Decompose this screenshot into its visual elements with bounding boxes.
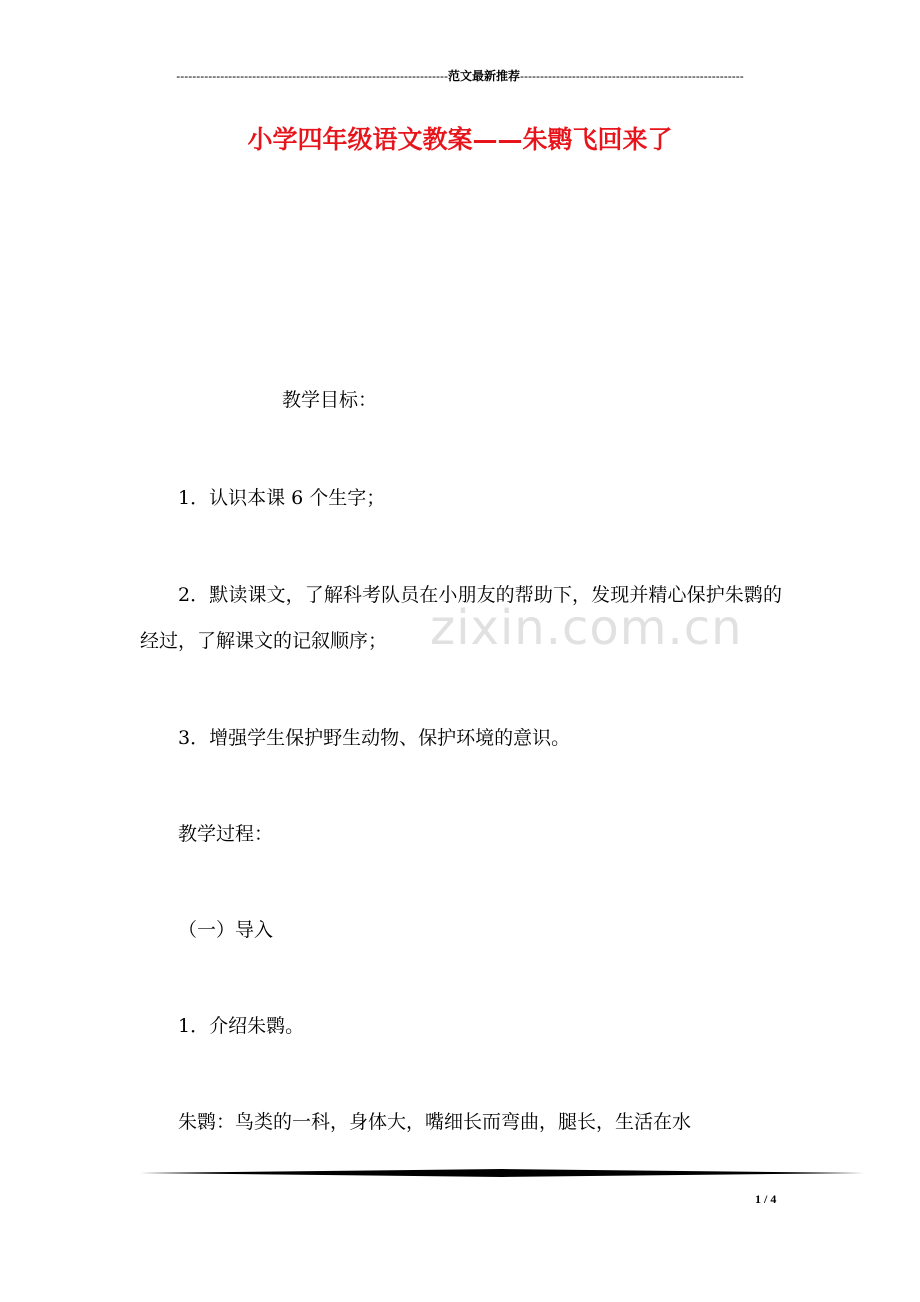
document-title: 小学四年级语文教案——朱鹮飞回来了 xyxy=(247,125,673,154)
paragraph-intro-ibis: 1．介绍朱鹮。 xyxy=(178,1015,305,1037)
paragraph-goal-3: 3．增强学生保护野生动物、保护环境的意识。 xyxy=(178,727,571,749)
paragraph-goal-2: 2．默读课文，了解科考队员在小朋友的帮助下，发现并精心保护朱鹮的经过，了解课文的记叙顺序； xyxy=(140,584,782,652)
footer-divider xyxy=(140,1168,864,1178)
paragraph-teaching-goals: 教学目标： xyxy=(282,389,378,411)
header-dashes-left: -------------------------------------------------------------------- xyxy=(176,69,448,83)
paragraph-section-intro: （一）导入 xyxy=(178,919,274,941)
paragraph-teaching-process: 教学过程： xyxy=(178,823,274,845)
paragraph-goal-1: 1．认识本课 6 个生字； xyxy=(178,487,386,509)
page-number: 1 / 4 xyxy=(755,1192,777,1206)
header-label: 范文最新推荐 xyxy=(447,69,520,83)
header-dashes-right: -------------------------------------------------------- xyxy=(519,69,744,83)
paragraph-ibis-definition: 朱鹮：鸟类的一科，身体大，嘴细长而弯曲，腿长，生活在水 xyxy=(178,1111,692,1133)
watermark: zixin.com.cn xyxy=(430,600,743,656)
header-rule xyxy=(140,66,780,86)
